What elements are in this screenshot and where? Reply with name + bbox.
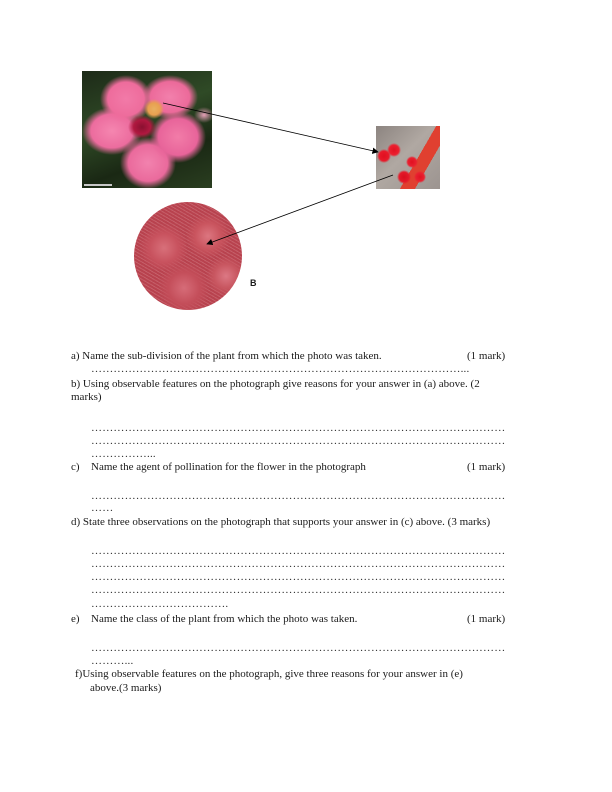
question-b-prefix: b) (71, 378, 81, 390)
answer-line-c-2[interactable]: …… (91, 503, 114, 514)
question-a-text: Name the sub-division of the plant from which the photo was taken. (82, 350, 382, 362)
stigma-closeup-image (376, 126, 440, 189)
answer-line-d-1[interactable]: ………………………………………………………………………………………………… (91, 546, 506, 557)
question-e-prefix: e) (71, 613, 80, 625)
question-a-prefix: a) (71, 350, 80, 362)
figure-label-b: B (250, 278, 257, 288)
answer-line-a-1[interactable]: ………………………………………………………………………………………... (91, 364, 470, 375)
answer-line-b-1[interactable]: ………………………………………………………………………………………………… (91, 423, 506, 434)
question-f-prefix: f) (75, 668, 83, 680)
answer-line-c-1[interactable]: ………………………………………………………………………………………………… (91, 491, 506, 502)
pollen-closeup-image (134, 202, 242, 310)
answer-line-e-1[interactable]: ………………………………………………………………………………………………… (91, 643, 506, 654)
question-c-text: Name the agent of pollination for the flower in the photograph (91, 461, 366, 473)
question-a-marks: (1 mark) (467, 350, 506, 362)
question-b-text: Using observable features on the photograph give reasons for your answer in (a) above. (2 (82, 378, 480, 390)
question-f (75, 668, 463, 681)
question-c-marks: (1 mark) (467, 461, 506, 473)
question-f-text: Using observable features on the photograph, give three reasons for your answer in (e) (82, 668, 463, 680)
answer-line-d-2[interactable]: ………………………………………………………………………………………………… (91, 559, 506, 570)
question-d-text: State three observations on the photograph that supports your answer in (c) above. (3 marks) (82, 516, 491, 528)
question-e-marks: (1 mark) (467, 613, 506, 625)
question-f-text-cont: above.(3 marks) (90, 682, 162, 694)
answer-line-b-2[interactable]: ………………………………………………………………………………………………… (91, 436, 506, 447)
hibiscus-flower-image (82, 71, 212, 188)
question-d-prefix: d) (71, 516, 81, 528)
answer-line-b-3[interactable]: ……………... (91, 449, 156, 460)
answer-line-e-2[interactable]: ………... (91, 656, 133, 667)
question-b (71, 378, 480, 391)
question-c-prefix: c) (71, 461, 80, 473)
answer-line-d-5[interactable]: ………………………………. (91, 599, 229, 610)
answer-line-d-4[interactable]: ………………………………………………………………………………………………… (91, 585, 506, 596)
question-e-text: Name the class of the plant from which the photo was taken. (91, 613, 358, 625)
question-a (71, 350, 382, 363)
photo-credit-mark (84, 184, 112, 186)
question-d (71, 516, 490, 529)
answer-line-d-3[interactable]: ………………………………………………………………………………………………… (91, 572, 506, 583)
question-b-text-cont: marks) (71, 391, 102, 403)
